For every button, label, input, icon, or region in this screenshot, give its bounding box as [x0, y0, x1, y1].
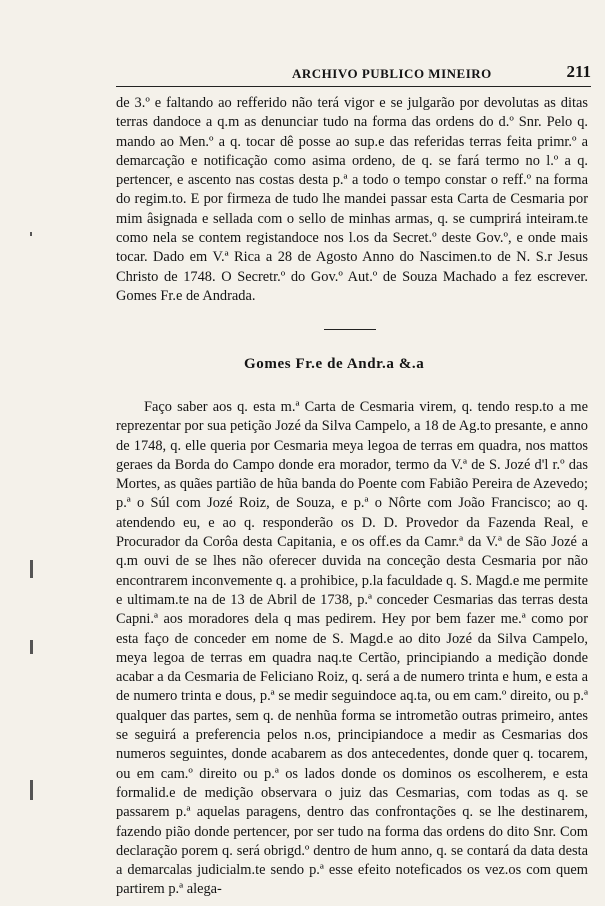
grant-paragraph: [116, 398, 588, 900]
continued-paragraph: [116, 94, 588, 306]
margin-mark: [30, 232, 32, 236]
section-divider: [324, 329, 376, 330]
margin-mark: [30, 560, 33, 578]
margin-mark: [30, 780, 33, 800]
page-number: 211: [566, 62, 591, 81]
paragraph-text: de 3.º e faltando ao refferido não terá vigor e se julgarão por devolutas as ditas terras dandoce a q.m as denunciar tudo na forma das ordens do d.º Snr. Pelo q. mando ao Men.º a q. tocar dê posse ao sup.e das referidas terras feita primr.º a demarcação e notificação como asima ordeno, de q. se fará termo no l.º a q. pertencer, e ascento nas costas desta p.ª a todo o tempo constar o reff.º na forma do regim.to. E por firmeza de tudo lhe mandei passar esta Carta de Cesmaria por mim âsignada e sellada com o sello de minhas armas, q. se cumprirá inteiram.te como nela se contem registandoce nos l.os da Secret.º deste Gov.º, e onde mais tocar. Dado em V.ª Rica a 28 de Agosto Anno do Nascimen.to de N. S.r Jesus Christo de 1748. O Secretr.º do Gov.º Aut.º de Souza Machado a fez escrever. Gomes Fr.e de Andrada.: [116, 95, 588, 304]
running-title: ARCHIVO PUBLICO MINEIRO: [292, 66, 492, 81]
margin-mark: [30, 640, 33, 654]
page-header: [116, 64, 591, 87]
section-heading: Gomes Fr.e de Andr.a &.a: [244, 356, 425, 372]
paragraph-text: Faço saber aos q. esta m.ª Carta de Cesmaria virem, q. tendo resp.to a me reprezentar por sua petição Jozé da Silva Campelo, a 18 de Ag.to presante, e anno de 1748, q. elle queria por Cesmaria meya legoa de terras em quadra, nos mattos geraes da Borda do Campo donde era morador, termo da V.ª de S. Jozé d'l r.º das Mortes, as quães partião de hũa banda do Poente com Fabião Pereira de Azevedo; p.ª o Súl com Jozé Roiz, de Souza, e p.ª o Nôrte com João Francisco; ao q. atendendo eu, e ao q. responderão os D. D. Provedor da Fazenda Real, e Procurador da Corôa desta Capitania, e os off.es da Camr.ª da V.ª de São Jozé a q.m ouvi de se lhes não oferecer duvida na conceção desta Cesmaria por não encontrarem inconvemente q. a prohibice, p.la faculdade q. S. Magd.e me permite e ultimam.te na de 13 de Abril de 1738, p.ª conceder Cesmarias das terras desta Capni.ª aos moradores dela q mas pedirem. Hey por bem fazer me.ª como por esta faço de conceder em nome de S. Magd.e ao dito Jozé da Silva Campelo, meya legoa de terras em quadra naq.te Certão, principiando a medição donde acabar a da Cesmaria de Feliciano Roiz, q. será a de numero trinta e hum, e esta a de numero trinta e dous, p.ª se medir seguindoce aq.ta, ou em cam.º direito, ou p.ª qualquer das partes, sem q. de nenhũa forma se intrometão outras primeiro, antes se seguirá a preferencia pelos n.os, principiandoce a medir as Cesmarias dos numeros seguintes, donde acabarem as dos antecedentes, donde quer q. tocarem, ou em cam.º direito ou p.ª os lados donde os dominos os escolherem, e esta formalid.e de medição observara o juiz das Cesmarias, com todas as q. se passarem p.ª aquelas paragens, dentro das confrontações q. se lhe destinarem, fazendo pião donde pertencer, por ser tudo na forma das ordens do dito Snr. Com declaração porem q. será obrigd.º dentro de hum anno, q. se contará da data desta a demarcalas judicialm.te sendo p.ª esse efeito noteficados os vez.os com quem partirem p.ª alega-: [116, 399, 588, 898]
